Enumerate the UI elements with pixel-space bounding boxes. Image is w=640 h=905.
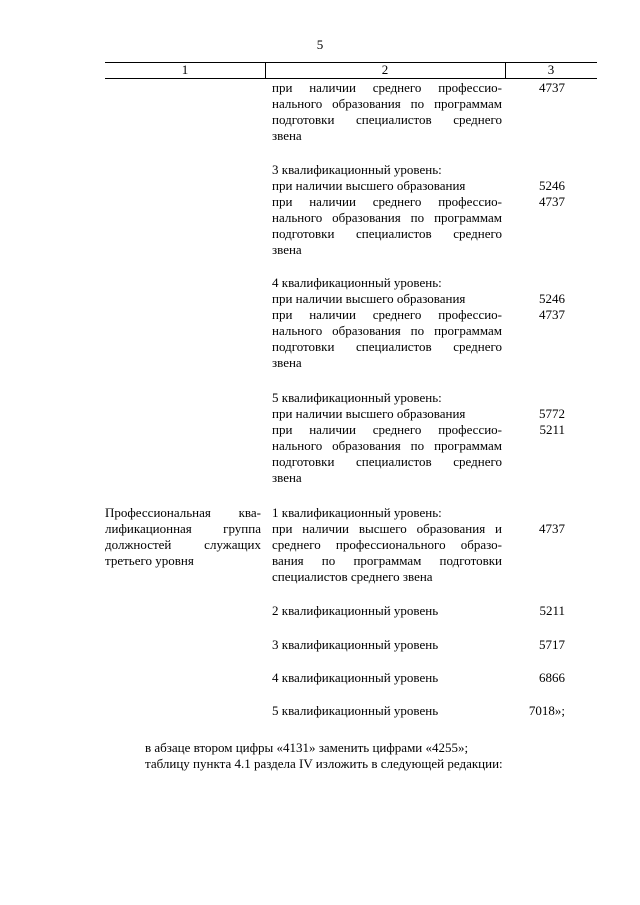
table-text-line: звена xyxy=(272,470,302,485)
table-text-line: нального образования по программам xyxy=(272,96,502,111)
table-text-line: 4 квалификационный уровень: xyxy=(272,275,442,290)
group-name-line: лификационная группа xyxy=(105,521,261,536)
table-text-line: 4 квалификационный уровень xyxy=(272,670,439,685)
table-header xyxy=(105,62,597,79)
table-text-line: при наличии высшего образования и xyxy=(272,521,502,536)
salary-value: 5717 xyxy=(539,637,565,652)
table-text-line: при наличии среднего профессио- xyxy=(272,307,502,322)
column-header-3: 3 xyxy=(547,62,555,77)
column-header-2: 2 xyxy=(381,62,389,77)
table-text-line: подготовки специалистов среднего xyxy=(272,112,502,127)
table-text-line: подготовки специалистов среднего xyxy=(272,339,502,354)
table-text-line: при наличии среднего профессио- xyxy=(272,194,502,209)
column-header-1: 1 xyxy=(181,62,189,77)
group-name-line: Профессиональная ква- xyxy=(105,505,261,520)
table-text-line: среднего профессионального образо- xyxy=(272,537,502,552)
table-text-line: 5 квалификационный уровень: xyxy=(272,390,442,405)
table-text-line: звена xyxy=(272,242,302,257)
salary-value: 4737 xyxy=(539,307,565,322)
table-text-line: 2 квалификационный уровень xyxy=(272,603,439,618)
group-name-line: должностей служащих xyxy=(105,537,261,552)
table-text-line: вания по программам подготовки xyxy=(272,553,502,568)
table-text-line: при наличии высшего образования xyxy=(272,406,466,421)
table-text-line: 3 квалификационный уровень: xyxy=(272,162,442,177)
salary-value: 4737 xyxy=(539,194,565,209)
salary-value: 5211 xyxy=(539,422,565,437)
table-text-line: при наличии среднего профессио- xyxy=(272,422,502,437)
table-text-line: звена xyxy=(272,128,302,143)
table-text-line: при наличии высшего образования xyxy=(272,178,466,193)
table-text-line: подготовки специалистов среднего xyxy=(272,454,502,469)
table-text-line: специалистов среднего звена xyxy=(272,569,433,584)
salary-value: 5772 xyxy=(539,406,565,421)
table-text-line: 1 квалификационный уровень: xyxy=(272,505,442,520)
amendment-line: таблицу пункта 4.1 раздела IV изложить в следующей редакции: xyxy=(145,756,503,771)
salary-value: 7018»; xyxy=(528,703,565,718)
salary-value: 4737 xyxy=(539,521,565,536)
table-text-line: подготовки специалистов среднего xyxy=(272,226,502,241)
table-text-line: при наличии высшего образования xyxy=(272,291,466,306)
table-text-line: при наличии среднего профессио- xyxy=(272,80,502,95)
table-text-line: 5 квалификационный уровень xyxy=(272,703,439,718)
salary-value: 5211 xyxy=(539,603,565,618)
table-text-line: звена xyxy=(272,355,302,370)
salary-value: 5246 xyxy=(539,178,565,193)
salary-value: 6866 xyxy=(539,670,565,685)
salary-value: 5246 xyxy=(539,291,565,306)
table-text-line: нального образования по программам xyxy=(272,323,502,338)
table-text-line: нального образования по программам xyxy=(272,210,502,225)
salary-value: 4737 xyxy=(539,80,565,95)
table-text-line: нального образования по программам xyxy=(272,438,502,453)
table-text-line: 3 квалификационный уровень xyxy=(272,637,439,652)
amendment-line: в абзаце втором цифры «4131» заменить цифрами «4255»; xyxy=(145,740,469,755)
group-name-line: третьего уровня xyxy=(105,553,194,568)
page-number: 5 xyxy=(316,37,324,52)
